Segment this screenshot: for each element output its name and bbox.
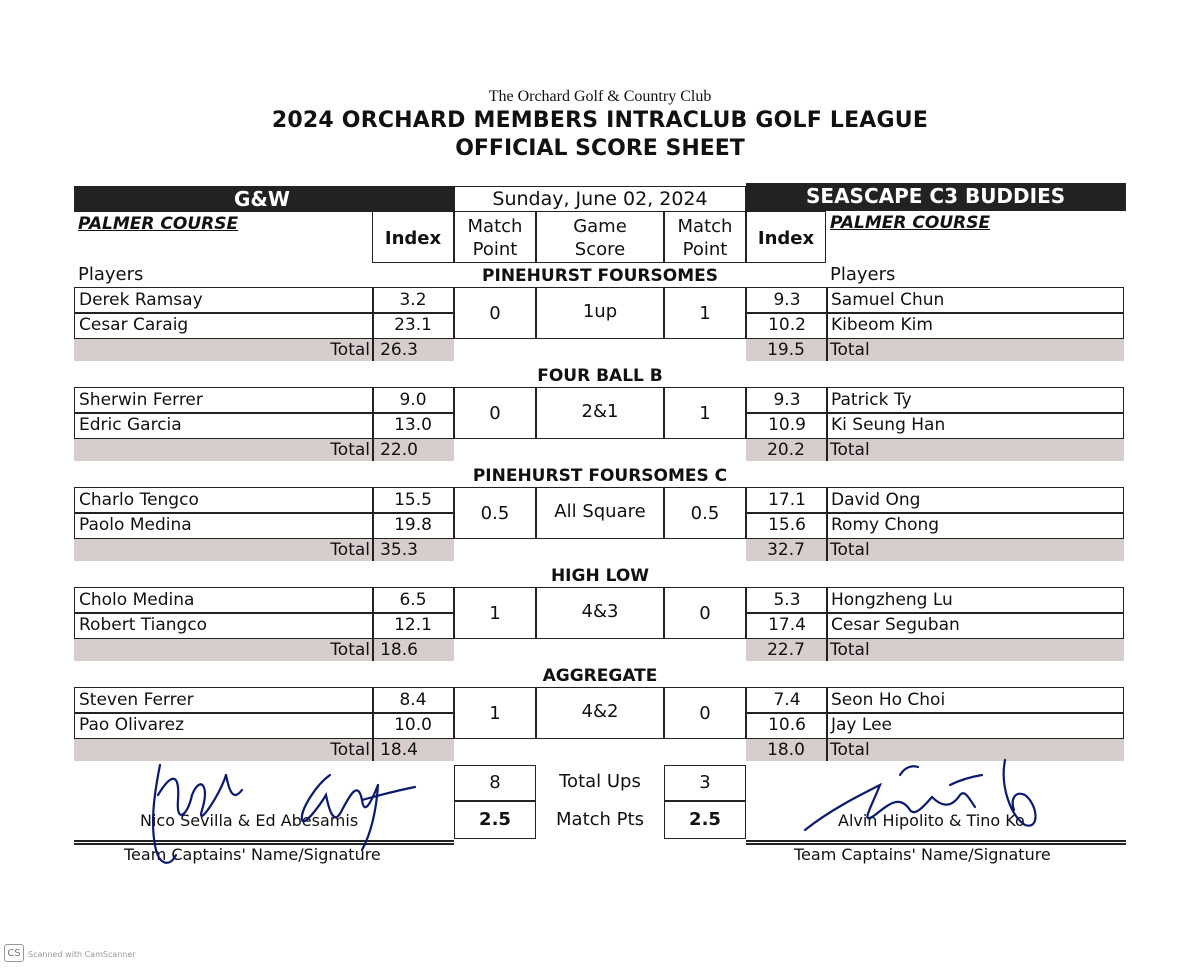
- right-sig-stroke-5: [900, 766, 918, 775]
- right-match-point-header: Match Point: [677, 216, 733, 260]
- scanner-text: Scanned with CamScanner: [28, 950, 136, 959]
- left-player-index: 23.1: [372, 312, 454, 339]
- right-player-index: 5.3: [746, 587, 828, 614]
- right-total-label: Total: [830, 740, 870, 760]
- right-signature-line: [746, 840, 1126, 842]
- right-team-name: SEASCAPE C3 BUDDIES: [806, 184, 1066, 208]
- left-total-label: Total: [330, 540, 370, 560]
- left-total-label: Total: [330, 340, 370, 360]
- right-player-name: Cesar Seguban: [826, 612, 1124, 639]
- right-index-header: Index: [757, 228, 815, 249]
- right-total-divider: [826, 539, 828, 561]
- league-title: 2024 ORCHARD MEMBERS INTRACLUB GOLF LEAGUE: [271, 108, 929, 133]
- left-player-index: 10.0: [372, 712, 454, 739]
- right-total-divider: [826, 439, 828, 461]
- left-player-index: 8.4: [372, 687, 454, 714]
- right-match-point: 0.5: [664, 487, 746, 539]
- left-player-name: Robert Tiangco: [74, 612, 374, 639]
- left-match-point: 0.5: [454, 487, 536, 539]
- game-score: 4&3: [536, 587, 664, 639]
- right-player-name: Ki Seung Han: [826, 412, 1124, 439]
- sheet-title: OFFICIAL SCORE SHEET: [455, 136, 745, 161]
- left-captain-caption: Team Captains' Name/Signature: [124, 845, 381, 864]
- left-match-point: 0: [454, 387, 536, 439]
- right-match-point-header-box: [664, 211, 746, 263]
- right-player-name: Hongzheng Lu: [826, 587, 1124, 614]
- left-player-name: Steven Ferrer: [74, 687, 374, 714]
- left-player-index: 19.8: [372, 512, 454, 539]
- left-team-bar: [74, 186, 454, 212]
- right-player-name: Kibeom Kim: [826, 312, 1124, 339]
- match-section-title: HIGH LOW: [550, 566, 650, 586]
- left-player-name: Charlo Tengco: [74, 487, 374, 514]
- right-total-label: Total: [830, 440, 870, 460]
- left-sig-stroke-6: [362, 787, 415, 800]
- game-score: 1up: [536, 287, 664, 339]
- right-total-value: 32.7: [767, 540, 805, 560]
- left-player-name: Pao Olivarez: [74, 712, 374, 739]
- right-player-name: Romy Chong: [826, 512, 1124, 539]
- left-match-point: 0: [454, 287, 536, 339]
- left-total-value: 22.0: [380, 440, 418, 460]
- scanner-logo-icon: CS: [4, 944, 24, 962]
- right-match-point: 0: [664, 687, 746, 739]
- left-sig-stroke-2: [158, 779, 192, 815]
- left-sig-stroke-4: [226, 775, 242, 795]
- left-match-point-header-box: [454, 211, 536, 263]
- right-player-index: 10.9: [746, 412, 828, 439]
- left-match-point: 1: [454, 687, 536, 739]
- left-total-value: 18.6: [380, 640, 418, 660]
- right-player-index: 17.4: [746, 612, 828, 639]
- match-section-title: PINEHURST FOURSOMES: [482, 266, 718, 286]
- right-team-bar: [746, 183, 1126, 211]
- right-player-index: 10.6: [746, 712, 828, 739]
- right-player-index: 7.4: [746, 687, 828, 714]
- match-section-title: AGGREGATE: [542, 666, 658, 686]
- right-total-label: Total: [830, 340, 870, 360]
- right-match-point: 1: [664, 387, 746, 439]
- right-player-name: Jay Lee: [826, 712, 1124, 739]
- left-match-point-header: Match Point: [467, 216, 523, 260]
- right-total-value: 19.5: [767, 340, 805, 360]
- left-match-point: 1: [454, 587, 536, 639]
- left-player-index: 15.5: [372, 487, 454, 514]
- game-score-header-box: [536, 211, 664, 263]
- right-match-point: 1: [664, 287, 746, 339]
- left-player-name: Cesar Caraig: [74, 312, 374, 339]
- right-player-name: Samuel Chun: [826, 287, 1124, 314]
- right-player-index: 17.1: [746, 487, 828, 514]
- right-total-divider: [826, 339, 828, 361]
- match-section-title: FOUR BALL B: [537, 366, 663, 386]
- match-section-title: PINEHURST FOURSOMES C: [472, 466, 728, 486]
- right-captain-names: Alvin Hipolito & Tino Ko: [838, 811, 1025, 830]
- left-total-label: Total: [330, 740, 370, 760]
- left-total-label: Total: [330, 640, 370, 660]
- right-total-divider: [826, 639, 828, 661]
- left-total-label: Total: [330, 440, 370, 460]
- left-total-ups: 8: [454, 765, 536, 801]
- left-team-name: G&W: [234, 187, 290, 211]
- left-signature-line: [74, 840, 454, 842]
- left-player-index: 12.1: [372, 612, 454, 639]
- right-match-point: 0: [664, 587, 746, 639]
- match-date: Sunday, June 02, 2024: [454, 186, 746, 212]
- left-player-index: 13.0: [372, 412, 454, 439]
- left-match-pts: 2.5: [454, 801, 536, 839]
- right-total-value: 20.2: [767, 440, 805, 460]
- right-index-header-box: [746, 211, 826, 263]
- club-name: The Orchard Golf & Country Club: [488, 88, 712, 105]
- right-total-label: Total: [830, 540, 870, 560]
- right-sig-stroke-2: [932, 793, 975, 807]
- left-index-header-box: [372, 211, 454, 263]
- right-captain-caption: Team Captains' Name/Signature: [794, 845, 1051, 864]
- right-players-label: Players: [830, 264, 896, 285]
- left-course: PALMER COURSE: [78, 214, 239, 234]
- left-player-name: Edric Garcia: [74, 412, 374, 439]
- left-total-value: 26.3: [380, 340, 418, 360]
- left-player-index: 3.2: [372, 287, 454, 314]
- right-total-divider: [826, 739, 828, 761]
- right-player-index: 9.3: [746, 287, 828, 314]
- left-player-name: Paolo Medina: [74, 512, 374, 539]
- left-player-index: 9.0: [372, 387, 454, 414]
- left-player-name: Derek Ramsay: [74, 287, 374, 314]
- right-player-index: 15.6: [746, 512, 828, 539]
- right-match-pts: 2.5: [664, 801, 746, 839]
- right-player-name: Patrick Ty: [826, 387, 1124, 414]
- right-total-value: 18.0: [767, 740, 805, 760]
- left-players-label: Players: [78, 264, 144, 285]
- right-total-value: 22.7: [767, 640, 805, 660]
- match-pts-label: Match Pts: [556, 809, 644, 830]
- left-player-index: 6.5: [372, 587, 454, 614]
- right-course: PALMER COURSE: [830, 213, 991, 233]
- right-sig-stroke-3: [950, 775, 982, 785]
- game-score-header: Game Score: [573, 216, 627, 260]
- game-score: All Square: [536, 487, 664, 539]
- left-total-value: 18.4: [380, 740, 418, 760]
- right-player-name: Seon Ho Choi: [826, 687, 1124, 714]
- total-ups-label: Total Ups: [559, 771, 641, 792]
- right-total-ups: 3: [664, 765, 746, 801]
- right-player-index: 9.3: [746, 387, 828, 414]
- left-index-header: Index: [384, 228, 442, 249]
- game-score: 4&2: [536, 687, 664, 739]
- right-total-label: Total: [830, 640, 870, 660]
- right-player-index: 10.2: [746, 312, 828, 339]
- left-player-name: Cholo Medina: [74, 587, 374, 614]
- right-captain-signatures: [800, 755, 1060, 845]
- left-player-name: Sherwin Ferrer: [74, 387, 374, 414]
- left-total-value: 35.3: [380, 540, 418, 560]
- game-score: 2&1: [536, 387, 664, 439]
- right-player-name: David Ong: [826, 487, 1124, 514]
- left-captain-names: Nico Sevilla & Ed Abesamis: [140, 811, 359, 830]
- left-sig-stroke-3: [192, 775, 226, 816]
